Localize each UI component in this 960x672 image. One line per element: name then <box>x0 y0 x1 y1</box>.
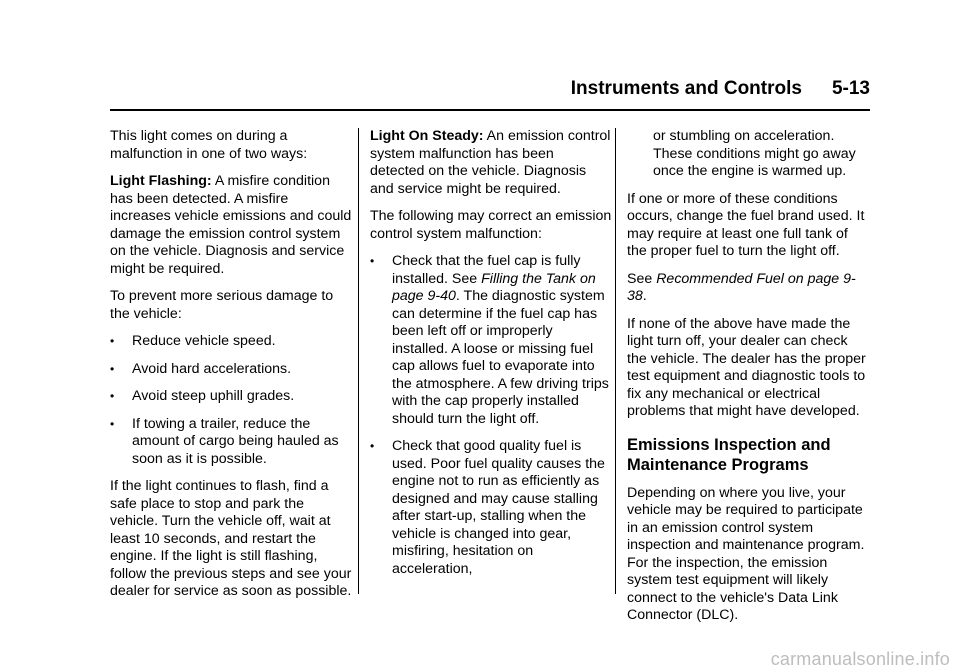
emissions-heading: Emissions Inspection and Maintenance Programs <box>627 435 831 474</box>
may-correct-paragraph: The following may correct an emission control system malfunction: <box>370 208 612 242</box>
column-left <box>110 128 352 611</box>
see-reference-paragraph: See Recommended Fuel on page 9-38. <box>627 270 856 304</box>
light-steady-text: An emission control system malfunction has been detected on the vehicle. Diagnosis and service might be required. <box>370 128 611 197</box>
light-steady-paragraph <box>370 128 612 198</box>
bullet-icon: • <box>110 389 115 403</box>
light-steady-lead: Light On Steady: <box>370 128 484 144</box>
bullet-item: • Reduce vehicle speed. <box>110 333 276 349</box>
column-right <box>627 128 869 635</box>
bullet-item: • Avoid steep uphill grades. <box>110 388 295 404</box>
prevent-damage-paragraph: To prevent more serious damage to the vehicle: <box>110 288 334 322</box>
bullet-item: • Avoid hard accelerations. <box>110 360 292 377</box>
header-rule <box>110 109 870 111</box>
filling-tank-link[interactable]: Filling the Tank on page 9-40 <box>392 270 596 304</box>
bullet-icon: • <box>110 416 115 431</box>
bullet-continuation: or stumbling on acceleration. These conditions might go away once the engine is warmed up. <box>653 128 856 179</box>
page-header <box>110 78 870 100</box>
column-middle <box>370 128 612 588</box>
section-title: Instruments and Controls <box>570 78 802 99</box>
conditions-paragraph: If one or more of these conditions occurs, change the fuel brand used. It may require at least one full tank of the proper fuel to turn the light off. <box>627 190 865 259</box>
bullet-item: • If towing a trailer, reduce the amount of cargo being hauled as soon as it is possible. <box>110 415 339 467</box>
watermark: carmanualsonline.info <box>770 649 950 669</box>
bullet-item: • Check that the fuel cap is fully installed. See Filling the Tank on page 9-40. The diagnostic system can determine if the fuel cap has been left off or improperly installed. A loose or missing fuel cap allows fuel to evaporate into the atmosphere. A few driving trips with the cap properly installed should turn the light off. <box>370 253 609 427</box>
intro-paragraph: This light comes on during a malfunction in one of two ways: <box>110 128 308 162</box>
bullet-icon: • <box>110 334 115 348</box>
recommended-fuel-link[interactable]: Recommended Fuel on page 9-38 <box>627 270 856 304</box>
light-flashing-lead: Light Flashing: <box>110 173 212 189</box>
bullet-item: • Check that good quality fuel is used. Poor fuel quality causes the engine not to run as efficiently as designed and may cause stalling after start-up, stalling when the vehicle is changed into gear, misfiring, hesitation on acceleration, <box>370 438 605 577</box>
bullet-icon: • <box>370 254 375 268</box>
light-flashing-paragraph <box>110 173 352 278</box>
flash-continues-paragraph: If the light continues to flash, find a safe place to stop and park the vehicle. Turn the vehicle off, wait at least 10 seconds, and restart the engine. If the light is still flashing, follow the previous steps and see your dealer for service as soon as possible. <box>110 478 352 599</box>
dealer-check-paragraph: If none of the above have made the light turn off, your dealer can check the vehicle. The dealer has the proper test equipment and diagnostic tools to fix any mechanical or electrical problems that might have developed. <box>627 315 866 419</box>
bullet-icon: • <box>110 361 115 376</box>
column-divider <box>358 128 359 594</box>
column-divider <box>615 128 616 594</box>
bullet-icon: • <box>370 439 375 453</box>
emissions-paragraph: Depending on where you live, your vehicle may be required to participate in an emission control system inspection and maintenance program. For the inspection, the emission system test equipment will likely connect to the vehicle's Data Link Connector (DLC). <box>627 484 865 623</box>
page-number: 5-13 <box>831 78 870 99</box>
light-flashing-text: A misfire condition has been detected. A misfire increases vehicle emissions and could damage the emission control system on the vehicle. Diagnosis and service might be required. <box>110 173 352 277</box>
